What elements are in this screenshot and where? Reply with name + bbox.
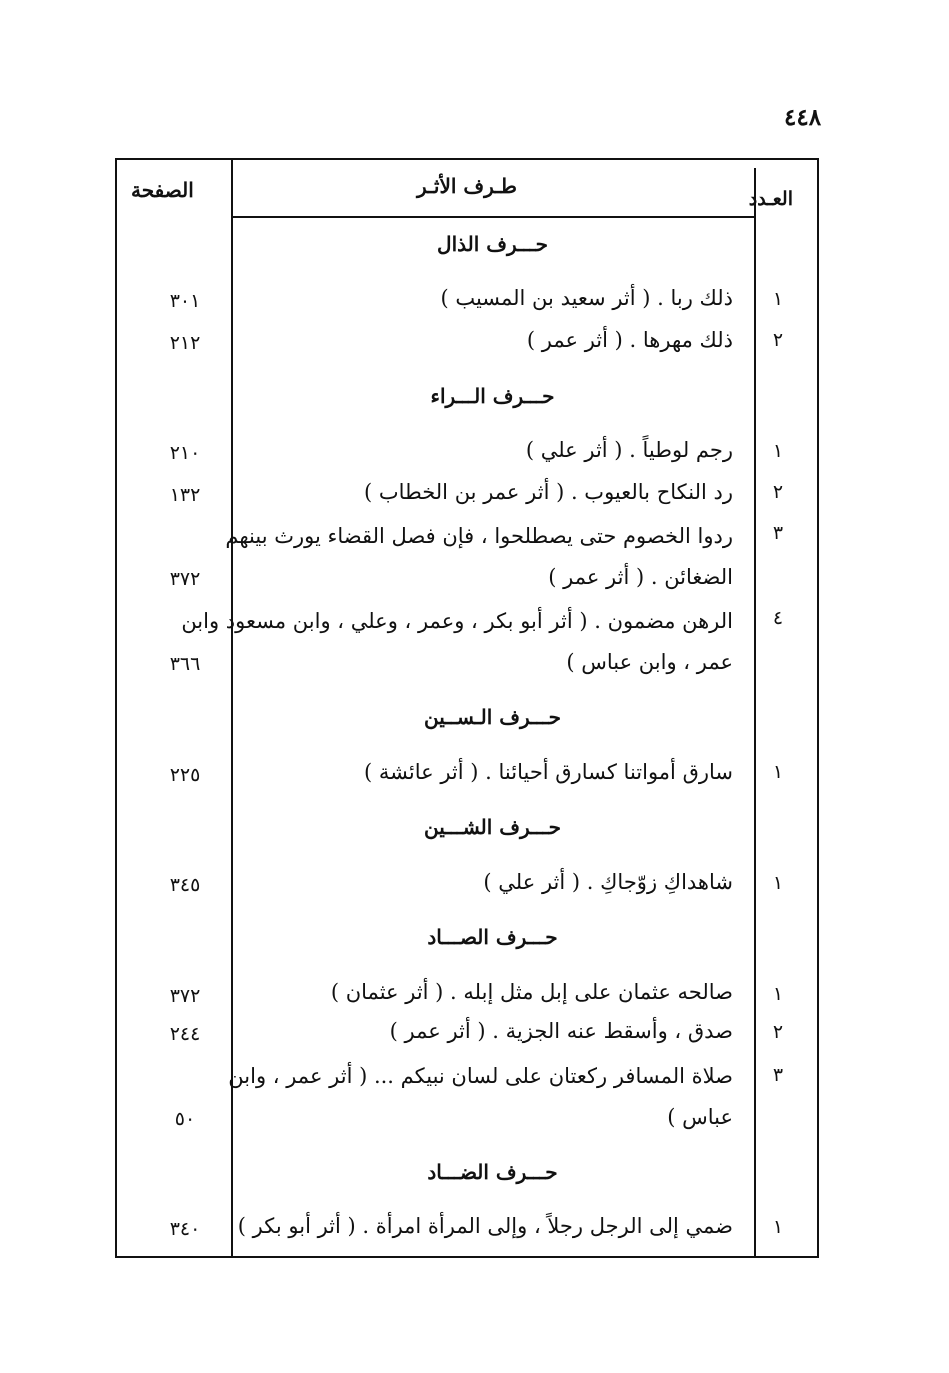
row-number: ١	[772, 288, 784, 310]
athar-text: ضمي إلى الرجل رجلاً ، وإلى المرأة امرأة . ( أثر أبو بكر )	[237, 1214, 733, 1238]
athar-text: الرهن مضمون . ( أثر أبو بكر ، وعمر ، وعلي ، وابن مسعود وابن	[181, 609, 733, 633]
section-heading: حـــرف الـــراء	[430, 384, 555, 408]
section-heading: حـــرف الذال	[437, 232, 548, 256]
section-heading: حـــرف الصـــاد	[427, 925, 558, 949]
page-ref: ٢٢٥	[169, 764, 201, 786]
page-ref: ٢٤٤	[169, 1023, 201, 1045]
athar-text-continued: الضغائن . ( أثر عمر )	[548, 565, 733, 589]
page-ref: ١٣٢	[169, 484, 201, 506]
page-ref: ٣٧٢	[169, 568, 201, 590]
column-header-page: الصفحة	[131, 178, 194, 202]
page-ref: ٢١٠	[169, 442, 201, 464]
row-number: ١	[772, 983, 784, 1005]
page-number: ٤٤٨	[784, 104, 822, 131]
page-ref: ٥٠	[174, 1108, 196, 1130]
athar-text-continued: عباس )	[667, 1105, 733, 1129]
row-number: ١	[772, 872, 784, 894]
athar-text: ردوا الخصوم حتى يصطلحوا ، فإن فصل القضاء يورث بينهم	[225, 524, 733, 548]
column-header-athar: طـرف الأثـر	[417, 174, 517, 198]
athar-text: صلاة المسافر ركعتان على لسان نبيكم ... ( أثر عمر ، وابن	[228, 1064, 733, 1088]
athar-text-continued: عمر ، وابن عباس )	[566, 650, 733, 674]
row-number: ١	[772, 1216, 784, 1238]
row-number: ١	[772, 440, 784, 462]
page-ref: ٣٠١	[169, 290, 201, 312]
page-ref: ٣٤٠	[169, 1218, 201, 1240]
athar-text: صالحه عثمان على إبل مثل إبله . ( أثر عثمان )	[330, 980, 733, 1004]
header-divider	[231, 216, 755, 218]
row-number: ٢	[772, 481, 784, 503]
athar-text: صدق ، وأسقط عنه الجزية . ( أثر عمر )	[389, 1019, 733, 1043]
athar-text: شاهداكِ زوّجاكِ . ( أثر علي )	[483, 870, 733, 894]
athar-text: سارق أمواتنا كسارق أحيائنا . ( أثر عائشة )	[364, 760, 733, 784]
page-ref: ٣٦٦	[169, 653, 201, 675]
page-ref: ٣٧٢	[169, 985, 201, 1007]
row-number: ١	[772, 761, 784, 783]
row-number: ٢	[772, 329, 784, 351]
section-heading: حـــرف الشـــين	[423, 815, 561, 839]
athar-text: رد النكاح بالعيوب . ( أثر عمر بن الخطاب )	[363, 480, 733, 504]
page-ref: ٣٤٥	[169, 874, 201, 896]
athar-text: ذلك مهرها . ( أثر عمر )	[526, 328, 733, 352]
section-heading: حـــرف الـســين	[423, 705, 561, 729]
column-header-number: العـدد	[748, 188, 793, 210]
athar-text: رجم لوطياً . ( أثر علي )	[525, 438, 733, 462]
section-heading: حـــرف الضـــاد	[427, 1160, 558, 1184]
athar-text: ذلك ربا . ( أثر سعيد بن المسيب )	[440, 286, 733, 310]
row-number: ٢	[772, 1021, 784, 1043]
row-number: ٣	[772, 522, 784, 544]
row-number: ٣	[772, 1064, 784, 1086]
row-number: ٤	[772, 607, 784, 629]
page-ref: ٢١٢	[169, 332, 201, 354]
